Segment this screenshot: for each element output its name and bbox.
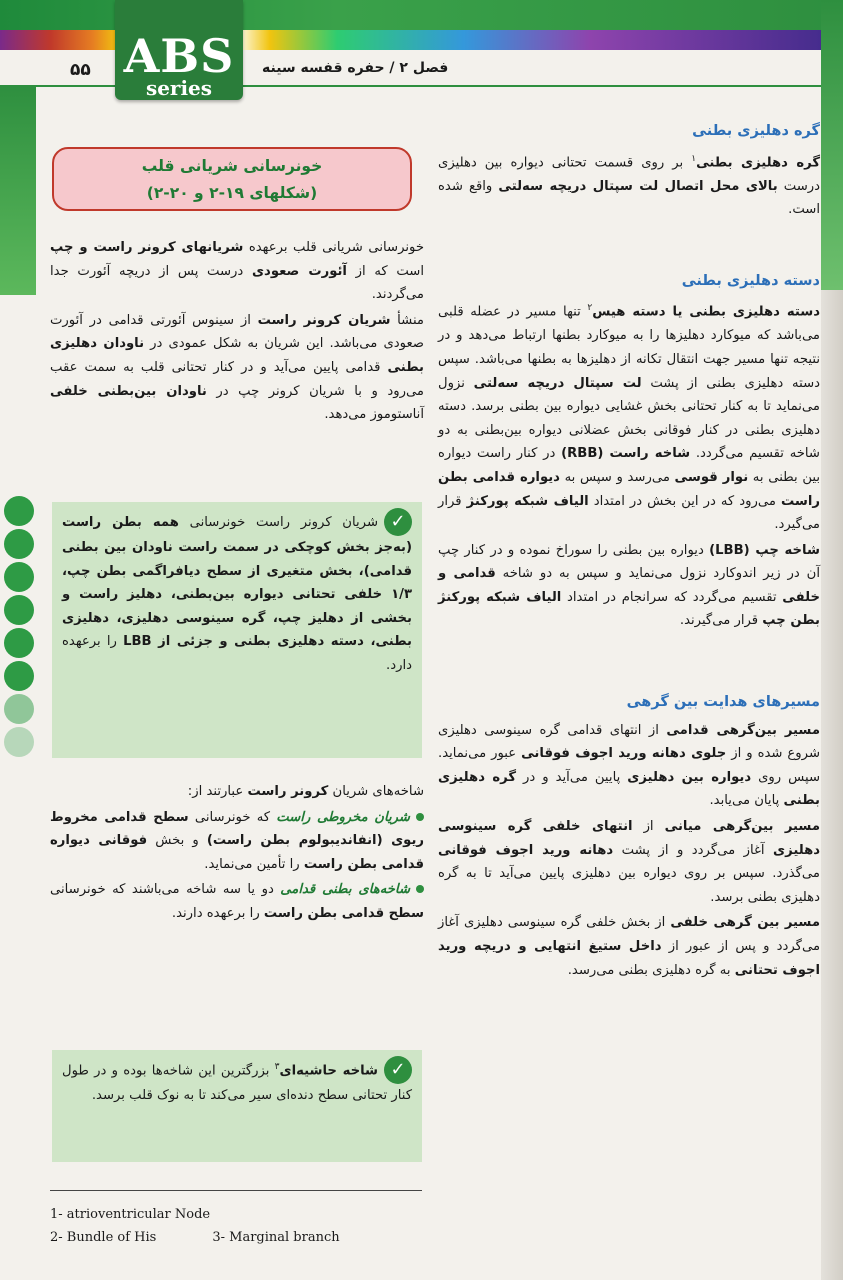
logo-sub-text: series bbox=[145, 76, 213, 100]
note-box-marginal-branch: ✓شاخه حاشیه‌ای$^۳$ بزرگترین این شاخه‌ها بوده و در طول کنار تحتانی سطح دنده‌ای سیر می‌کند تا به نوک قلب برسد. bbox=[52, 1050, 422, 1162]
bullet-icon bbox=[416, 885, 424, 893]
abs-series-logo bbox=[115, 0, 243, 100]
check-icon: ✓ bbox=[384, 1056, 412, 1084]
list-item: شاخه‌های بطنی قدامی دو یا سه شاخه می‌باشند که خونرسانی سطح قدامی بطن راست را برعهده دارند. bbox=[50, 882, 424, 921]
box-title-line1: خونرسانی شریانی قلب bbox=[141, 157, 323, 175]
paragraph-arterial-supply: خونرسانی شریانی قلب برعهده شریانهای کرونر راست و چپ است که از آئورت صعودی درست پس از دریچه آئورت جدا می‌گردند. bbox=[50, 240, 425, 303]
bullet-icon bbox=[416, 813, 424, 821]
margin-dots bbox=[4, 496, 34, 760]
paragraph-av-node: گره دهلیزی بطنی$^۱$ بر روی قسمت تحتانی دیواره بین دهلیزی درست بالای محل اتصال لت سپتال دریچه سه‌لتی واقع شده است. bbox=[438, 153, 820, 218]
paragraph-bundle-of-his: دسته دهلیزی بطنی یا دسته هیس$^۲$ تنها مسیر در عضله قلبی می‌باشد که میوکارد دهلیزها را به میوکارد بطنها ارتباط می‌دهد و در نتیجه تنها مسیر جهت انتقال تکانه از دهلیزها به بطنها می‌باشد. سپس دسته دهلیزی بطنی از پشت لت سپتال دریچه سه‌لتی نزول می‌نماید تا به کنار تحتانی بخش غشایی دیواره بین بطنی برسد. دسته دهلیزی بطنی در کنار فوقانی بخش عضلانی دیواره بین‌بطنی به دو شاخه تقسیم می‌گردد. شاخه راست (RBB) در کنار راست دیواره بین بطنی به نوار قوسی می‌رسد و سپس به دیواره قدامی بطن راست می‌رود که در این بخش در امتداد الیاف شبکه پورکنژ قرار می‌گیرد. bbox=[438, 303, 821, 533]
left-branches-text bbox=[50, 780, 424, 928]
chapter-title: فصل ۲ / حفره قفسه سینه bbox=[262, 60, 449, 76]
paragraph-right-coronary-origin: منشأ شریان کرونر راست از سینوس آئورتی قدامی در آئورت صعودی می‌باشد. این شریان به شکل عمودی در ناودان دهلیزی بطنی قدامی پایین می‌آید و در کنار تحتانی قلب به سمت عقب می‌رود و با شریان کرونر چپ در ناودان بین‌بطنی خلفی آناستوموز می‌دهد. bbox=[50, 312, 425, 423]
paragraph-middle-internodal: مسیر بین‌گرهی میانی از انتهای خلفی گره سینوسی دهلیزی آغاز می‌گردد و از پشت دهانه ورید اجوف فوقانی می‌گذرد. سپس بر روی دیواره بین دهلیزی پایین می‌آید تا به گره دهلیزی بطنی برسد. bbox=[438, 819, 820, 905]
box-title-line2: (شکلهای ۱۹-۲ و ۲۰-۲) bbox=[146, 184, 318, 202]
footnote-1: 1- atrioventricular Node bbox=[50, 1207, 211, 1222]
paragraph-left-bundle: شاخه چپ (LBB) دیواره بین بطنی را سوراخ نموده و در کنار چپ آن در زیر اندوکارد نزول می‌نماید و سپس به دو شاخه قدامی و خلفی تقسیم می‌گردد که سرانجام در امتداد الیاف شبکه پورکنژ بطن چپ قرار می‌گیرند. bbox=[438, 542, 820, 629]
page-edge bbox=[821, 0, 843, 1280]
paragraph-posterior-internodal: مسیر بین گرهی خلفی از بخش خلفی گره سینوسی دهلیزی آغاز می‌گردد و پس از عبور از داخل ستیغ انتهایی و دریچه ورید اجوف تحتانی به گره دهلیزی بطنی می‌رسد. bbox=[438, 915, 821, 978]
left-intro-text bbox=[50, 236, 424, 429]
footnote-rule bbox=[50, 1190, 422, 1191]
section-title-box bbox=[52, 147, 412, 211]
footnote-3: 3- Marginal branch bbox=[212, 1230, 340, 1245]
list-item: شریان مخروطی راست که خونرسانی سطح قدامی مخروط ریوی (انفاندیبولوم بطن راست) و بخش فوقانی دیواره قدامی بطن راست را تأمین می‌نماید. bbox=[50, 809, 424, 872]
right-column bbox=[438, 120, 820, 984]
note-box-right-coronary: ✓شریان کرونر راست خونرسانی همه بطن راست (به‌جز بخش کوچکی در سمت راست ناودان بین بطنی قدامی)، بخش متغیری از سطح دیافراگمی بطن چپ، ۱/۳ خلفی تحتانی دیواره بین‌بطنی، دهلیز راست و بخشی از دهلیز چپ، گره سینوسی دهلیزی، دهلیزی بطنی، دسته دهلیزی بطنی و جزئی از LBB را برعهده دارد. bbox=[52, 502, 422, 758]
check-icon: ✓ bbox=[384, 508, 412, 536]
logo-main-text: ABS bbox=[123, 29, 235, 83]
footnote-2: 2- Bundle of His bbox=[50, 1230, 157, 1245]
left-margin-strip bbox=[0, 85, 36, 295]
footnotes bbox=[50, 1203, 396, 1249]
section-title-internodal: مسیرهای هدایت بین گرهی bbox=[626, 694, 820, 711]
paragraph-branches-intro: شاخه‌های شریان کرونر راست عبارتند از: bbox=[187, 784, 424, 799]
paragraph-anterior-internodal: مسیر بین‌گرهی قدامی از انتهای قدامی گره سینوسی دهلیزی شروع شده و از جلوی دهانه ورید اجوف فوقانی عبور می‌نماید. سپس روی دیواره بین دهلیزی پایین می‌آید و در گره دهلیزی بطنی پایان می‌یابد. bbox=[438, 722, 820, 809]
section-title-av-node: گره دهلیزی بطنی bbox=[692, 123, 820, 139]
section-title-bundle-of-his: دسته دهلیزی بطنی bbox=[681, 272, 820, 289]
page-number: ۵۵ bbox=[70, 60, 91, 80]
